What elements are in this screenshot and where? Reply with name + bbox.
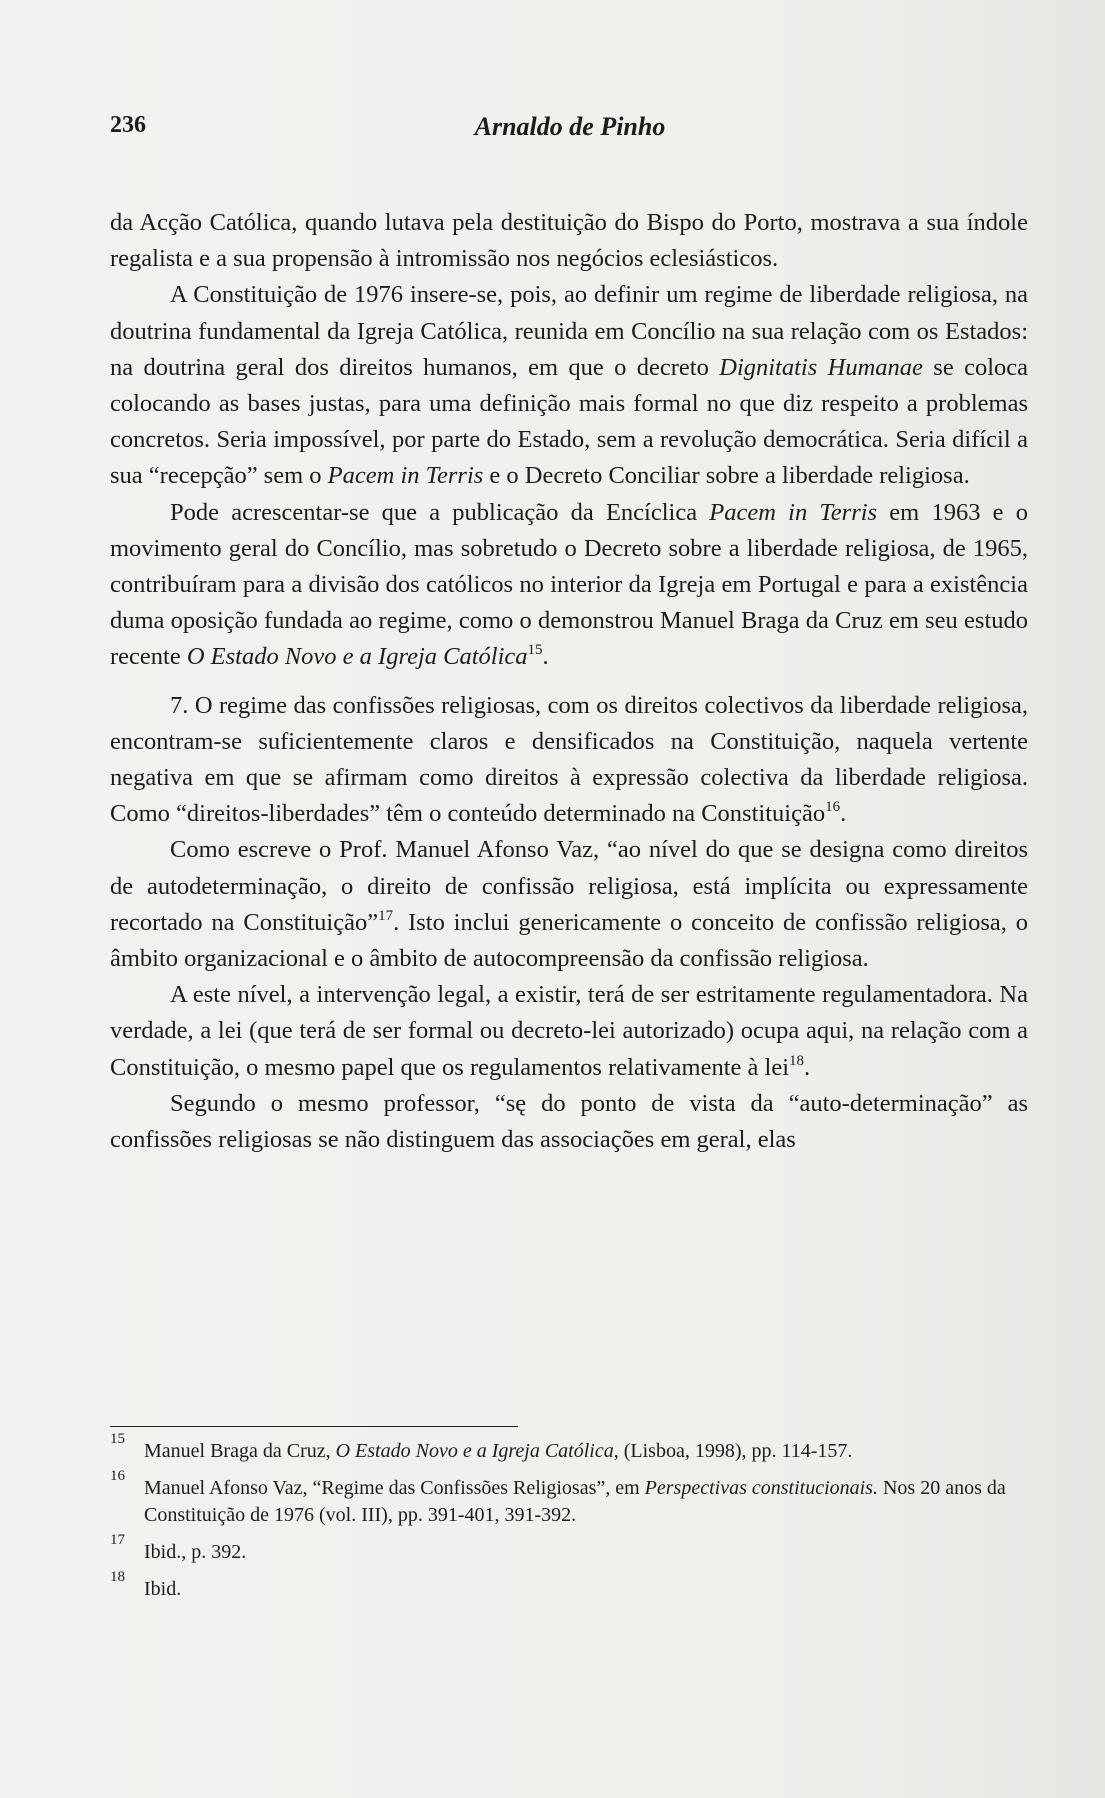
paragraph-6: A este nível, a intervenção legal, a existir, terá de ser estritamente regulamentadora. Na verdade, a lei (que terá de ser formal ou decreto-lei autorizado) ocupa aqui, na relação com a Constituição, o mesmo papel que os regulamentos relativamente à lei$^{18}$. — [110, 981, 1028, 1081]
footnote-ref: 15 — [527, 642, 543, 659]
footnote-number: 15 — [110, 1431, 125, 1447]
footnotes — [110, 1430, 1028, 1605]
paragraph-3: Pode acrescentar-se que a publicação da Encíclica Pacem in Terris em 1963 e o movimento geral do Concílio, mas sobretudo o Decreto sobre a liberdade religiosa, de 1965, contribuíram para a divisão dos católicos no interior da Igreja em Portugal e para a existência duma oposição fundada ao regime, como o demonstrou Manuel Braga da Cruz em seu estudo recente O Estado Novo e a Igreja Católica$^{15}$. — [110, 498, 1028, 671]
footnote-16: 16 Manuel Afonso Vaz, “Regime das Confissões Religiosas”, em Perspectivas constitucionais. Nos 20 anos da Constituição de 1976 (vol. III), pp. 391-401, 391-392. — [110, 1467, 1028, 1529]
italic-title: O Estado Novo e a Igreja Católica — [186, 643, 528, 671]
italic-title: Pacem in Terris — [709, 498, 878, 526]
page-number: 236 — [110, 112, 146, 138]
footnote-15: 15 Manuel Braga da Cruz, O Estado Novo e a Igreja Católica, (Lisboa, 1998), pp. 114-157. — [110, 1430, 1028, 1465]
body-text — [110, 205, 1028, 1158]
italic-title: Pacem in Terris — [327, 462, 484, 490]
footnote-ref: 17 — [378, 907, 394, 924]
footnote-ref: 16 — [825, 799, 841, 816]
footnote-number: 17 — [110, 1532, 125, 1548]
paragraph-7: Segundo o mesmo professor, “sę do ponto de vista da “auto-determinação” as confissões religiosas se não distinguem das associações em geral, elas — [110, 1089, 1028, 1154]
paragraph-2: A Constituição de 1976 insere-se, pois, ao definir um regime de liberdade religiosa, na doutrina fundamental da Igreja Católica, reunida em Concílio na sua relação com os Estados: na doutrina geral dos direitos humanos, em que o decreto Dignitatis Humanae se coloca colocando as bases justas, para uma definição mais formal no que diz respeito a problemas concretos. Seria impossível, por parte do Estado, sem a revolução democrática. Seria difícil a sua “recepção” sem o Pacem in Terris e o Decreto Conciliar sobre a liberdade religiosa. — [110, 281, 1028, 490]
footnote-ref: 18 — [789, 1052, 805, 1069]
paragraph-1: da Acção Católica, quando lutava pela destituição do Bispo do Porto, mostrava a sua índole regalista e a sua propensão à intromissão nos negócios eclesiásticos. — [110, 209, 1028, 273]
footnote-17: 17 Ibid., p. 392. — [110, 1531, 1028, 1566]
footnote-18: 18 Ibid. — [110, 1568, 1028, 1603]
footnote-rule — [110, 1426, 518, 1427]
footnote-number: 16 — [110, 1468, 125, 1484]
running-head: Arnaldo de Pinho — [474, 112, 666, 141]
italic-title: Dignitatis Humanae — [719, 353, 923, 381]
footnote-number: 18 — [110, 1569, 125, 1585]
paragraph-5: Como escreve o Prof. Manuel Afonso Vaz, “ao nível do que se designa como direitos de autodeterminação, o direito de confissão religiosa, está implícita ou expressamente recortado na Constituição”$^{17}$. Isto inclui genericamente o conceito de confissão religiosa, o âmbito organizacional e o âmbito de autocompreensão da confissão religiosa. — [110, 836, 1028, 973]
page-header — [110, 112, 1030, 152]
paragraph-4: 7. O regime das confissões religiosas, com os direitos colectivos da liberdade religiosa, encontram-se suficientemente claros e densificados na Constituição, naquela vertente negativa em que se afirmam como direitos à expressão colectiva da liberdade religiosa. Como “direitos-liberdades” têm o conteúdo determinado na Constituição$^{16}$. — [110, 691, 1028, 828]
